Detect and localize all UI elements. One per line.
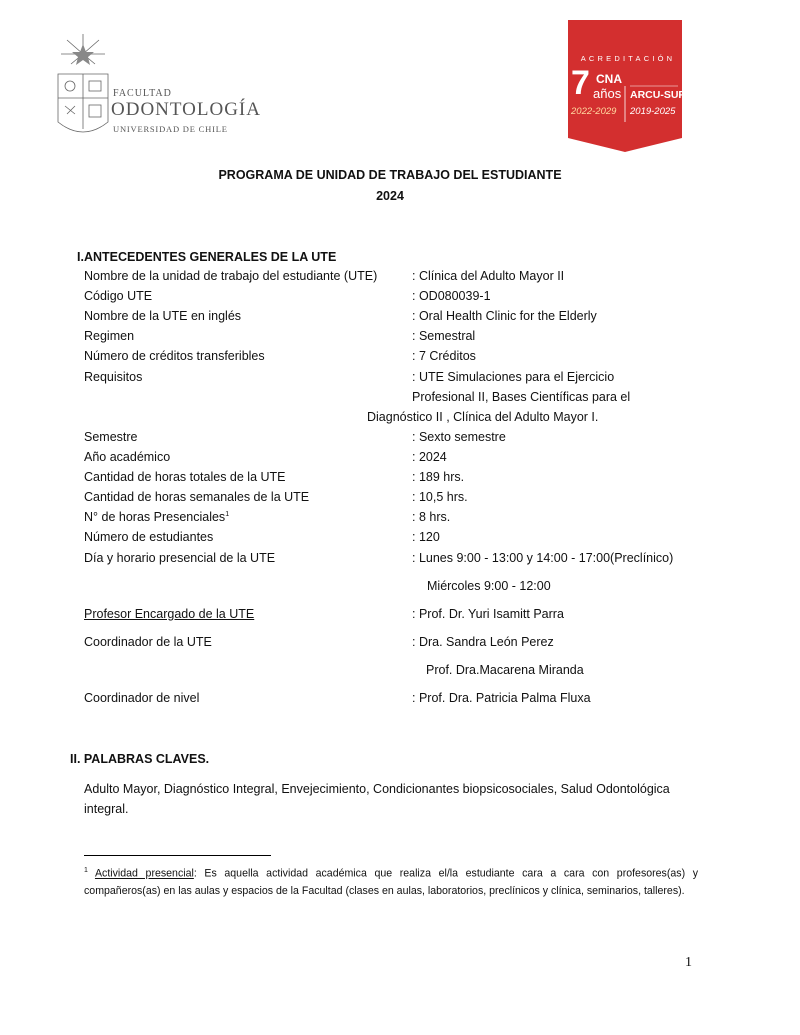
logo-university-name: UNIVERSIDAD DE CHILE bbox=[113, 124, 228, 134]
value-coordinator: : Dra. Sandra León Perez bbox=[412, 635, 554, 649]
value-regimen: : Semestral bbox=[412, 329, 476, 343]
label-total-hours: Cantidad de horas totales de la UTE bbox=[84, 470, 286, 484]
value-students: : 120 bbox=[412, 530, 440, 544]
value-academic-year: : 2024 bbox=[412, 450, 447, 464]
label-academic-year: Año académico bbox=[84, 450, 171, 464]
value-weekly-hours: : 10,5 hrs. bbox=[412, 490, 468, 504]
label-credits: Número de créditos transferibles bbox=[84, 349, 265, 363]
footnote-separator bbox=[84, 855, 271, 856]
footnote-term: Actividad presencial bbox=[94, 867, 194, 880]
label-ute-name: Nombre de la unidad de trabajo del estudiante (UTE) bbox=[84, 269, 378, 283]
footnote-ref: 1 bbox=[225, 510, 230, 518]
value-requirements-line-1: : UTE Simulaciones para el Ejercicio bbox=[412, 370, 615, 384]
badge-anos: años bbox=[593, 86, 622, 101]
section-2-heading: II. PALABRAS CLAVES. bbox=[70, 752, 210, 766]
badge-seven: 7 bbox=[571, 64, 590, 102]
value-requirements-line-3: Diagnóstico II , Clínica del Adulto Mayor I. bbox=[367, 410, 599, 424]
logo-faculty-name: ODONTOLOGÍA bbox=[111, 99, 261, 120]
label-requirements: Requisitos bbox=[84, 370, 143, 384]
value-schedule-line-2: Miércoles 9:00 - 12:00 bbox=[427, 579, 551, 593]
label-coordinator: Coordinador de la UTE bbox=[84, 635, 212, 649]
footnote-text: : Es aquella actividad académica que realiza el/la estudiante cara a cara con profesores(as) y compañeros(as) en las aulas y espacios de la Facultad (clases en aulas, laboratorios, preclínicos y clínica, seminarios, talleres). bbox=[84, 867, 699, 898]
document-year: 2024 bbox=[376, 189, 404, 203]
footnote-number: 1 bbox=[84, 867, 88, 874]
badge-cna-years: 2022-2029 bbox=[571, 106, 617, 117]
label-professor: Profesor Encargado de la UTE bbox=[84, 607, 255, 621]
label-ute-english: Nombre de la UTE en inglés bbox=[84, 309, 242, 323]
value-ute-name: : Clínica del Adulto Mayor II bbox=[412, 269, 565, 283]
badge-arcu: ARCU-SUR bbox=[630, 89, 686, 101]
value-ute-english: : Oral Health Clinic for the Elderly bbox=[412, 309, 597, 323]
value-professor: : Prof. Dr. Yuri Isamitt Parra bbox=[412, 607, 564, 621]
label-ute-code: Código UTE bbox=[84, 289, 153, 303]
badge-cna: CNA bbox=[596, 72, 622, 86]
badge-arcu-years: 2019-2025 bbox=[630, 106, 676, 117]
value-schedule: : Lunes 9:00 - 13:00 y 14:00 - 17:00(Preclínico) bbox=[412, 551, 674, 565]
value-level-coordinator: : Prof. Dra. Patricia Palma Fluxa bbox=[412, 691, 591, 705]
value-presential-hours: : 8 hrs. bbox=[412, 510, 451, 524]
label-weekly-hours: Cantidad de horas semanales de la UTE bbox=[84, 490, 310, 504]
value-coordinator-line-2: Prof. Dra.Macarena Miranda bbox=[426, 663, 584, 677]
label-level-coordinator: Coordinador de nivel bbox=[84, 691, 200, 705]
value-semester: : Sexto semestre bbox=[412, 430, 506, 444]
label-students: Número de estudiantes bbox=[84, 530, 214, 544]
value-requirements-line-2: Profesional II, Bases Científicas para el bbox=[412, 390, 631, 404]
document-title: PROGRAMA DE UNIDAD DE TRABAJO DEL ESTUDIANTE bbox=[218, 168, 562, 182]
keywords-text: Adulto Mayor, Diagnóstico Integral, Envejecimiento, Condicionantes biopsicosociales, Salud Odontológica integral. bbox=[84, 782, 670, 816]
logo-faculty-label: FACULTAD bbox=[113, 88, 172, 99]
label-presential-hours bbox=[84, 510, 229, 524]
value-total-hours: : 189 hrs. bbox=[412, 470, 465, 484]
label-semester: Semestre bbox=[84, 430, 138, 444]
section-1-heading: I.ANTECEDENTES GENERALES DE LA UTE bbox=[77, 250, 337, 264]
page-number: 1 bbox=[685, 955, 692, 970]
value-ute-code: : OD080039-1 bbox=[412, 289, 491, 303]
value-credits: : 7 Créditos bbox=[412, 349, 476, 363]
label-schedule: Día y horario presencial de la UTE bbox=[84, 551, 276, 565]
footnote bbox=[84, 862, 698, 901]
label-presential-hours-text: N° de horas Presenciales bbox=[84, 510, 226, 524]
badge-label: ACREDITACIÓN bbox=[580, 54, 676, 63]
label-regimen: Regimen bbox=[84, 329, 135, 343]
